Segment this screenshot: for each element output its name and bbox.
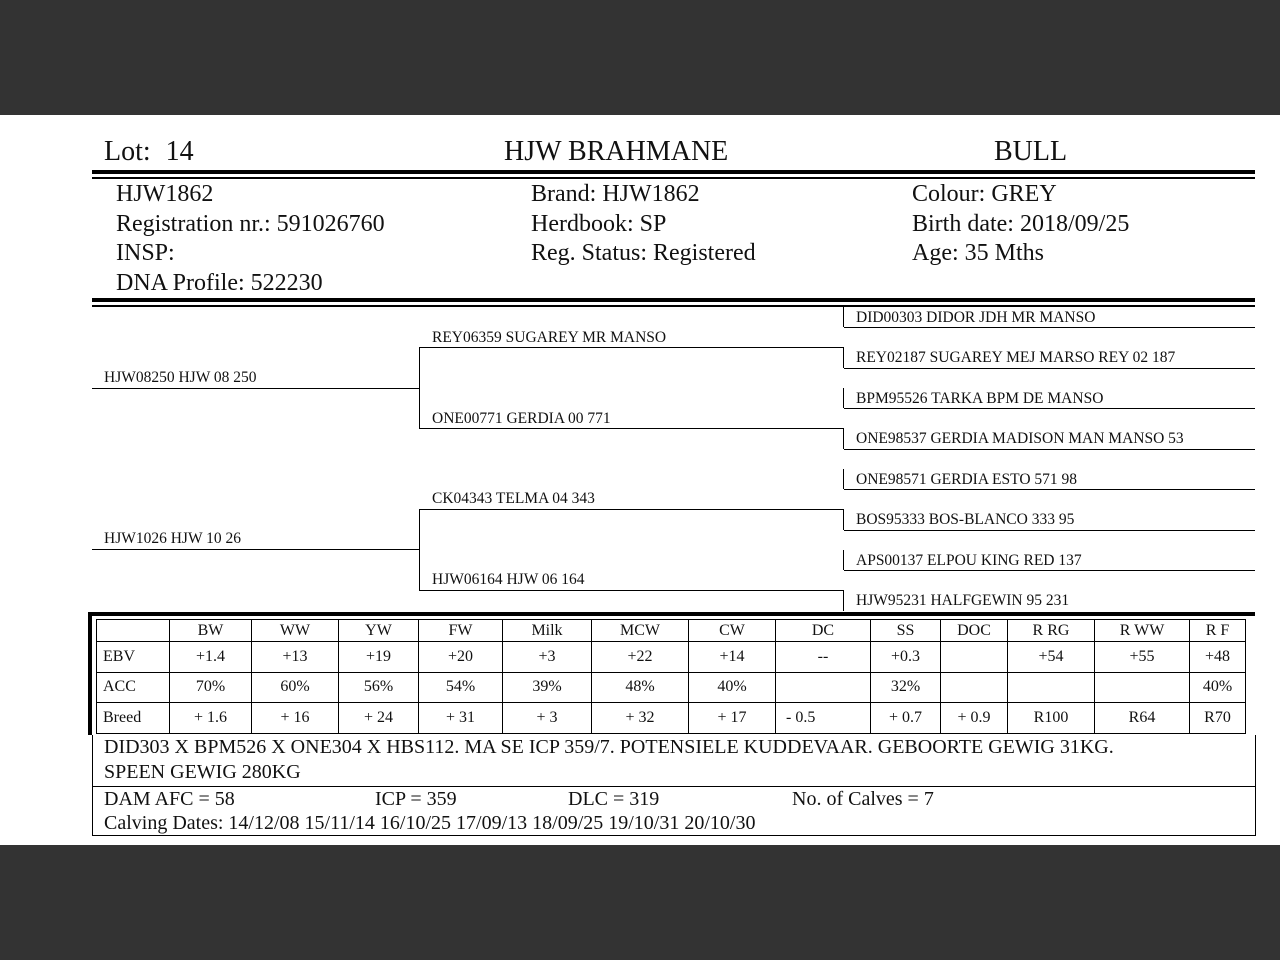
pedigree-dss: ONE98571 GERDIA ESTO 571 98	[856, 471, 1078, 488]
ebv-cell: - 0.5	[776, 703, 871, 734]
ebv-cell: + 31	[419, 703, 503, 734]
sd-line	[420, 428, 844, 429]
ebv-cell	[1008, 672, 1095, 703]
colour: Colour: GREY	[912, 181, 1057, 207]
ebv-cell	[941, 642, 1008, 673]
ebv-table	[96, 619, 1246, 734]
ebv-cell: 70%	[170, 672, 252, 703]
g3-bracket-4a	[843, 550, 844, 570]
sdd-line	[844, 449, 1255, 450]
brand: Brand: HJW1862	[531, 181, 700, 207]
g3-bracket-3a	[843, 469, 844, 489]
breeder-name: HJW BRAHMANE	[504, 136, 729, 167]
sds-line	[844, 408, 1255, 409]
ebv-row-label: Breed	[97, 703, 170, 734]
ebv-cell: 48%	[592, 672, 689, 703]
catalogue-sheet	[0, 115, 1280, 845]
dam-line	[92, 549, 420, 550]
animal-info-right	[912, 180, 1129, 269]
ebv-header-cell: YW	[339, 620, 419, 642]
dd-line	[420, 590, 844, 591]
ebv-header-cell: CW	[689, 620, 776, 642]
ebv-cell: + 0.9	[941, 703, 1008, 734]
ebv-cell: R64	[1095, 703, 1190, 734]
pedigree-dds: APS00137 ELPOU KING RED 137	[856, 552, 1082, 569]
lot-label	[104, 136, 194, 168]
notes-text	[104, 735, 1114, 784]
pedigree-sire: HJW08250 HJW 08 250	[104, 369, 257, 386]
info-rule-thin	[92, 305, 1255, 307]
ebv-row-label: EBV	[97, 642, 170, 673]
pedigree-dam: HJW1026 HJW 10 26	[104, 530, 242, 547]
pedigree-sss: DID00303 DIDOR JDH MR MANSO	[856, 309, 1096, 326]
pedigree-dam-dam: HJW06164 HJW 06 164	[432, 571, 585, 588]
pedigree-sdd: ONE98537 GERDIA MADISON MAN MANSO 53	[856, 430, 1184, 447]
notes-divider	[92, 786, 1256, 787]
ebv-header-cell: R WW	[1095, 620, 1190, 642]
ebv-cell: 39%	[503, 672, 592, 703]
ebv-cell: +55	[1095, 642, 1190, 673]
age: Age: 35 Mths	[912, 240, 1044, 266]
sss-line	[844, 327, 1255, 328]
ebv-cell: +19	[339, 642, 419, 673]
ebv-cell	[1095, 672, 1190, 703]
sheet-bottom-rule	[92, 835, 1256, 836]
ebv-cell: +3	[503, 642, 592, 673]
ebv-header-cell: DOC	[941, 620, 1008, 642]
ebv-cell: + 0.7	[871, 703, 941, 734]
dam-icp: ICP = 359	[375, 788, 457, 810]
birth-date: Birth date: 2018/09/25	[912, 210, 1130, 237]
lot-number: 14	[165, 136, 194, 167]
insp-label: INSP:	[116, 240, 175, 266]
ebv-header-row	[97, 620, 1246, 642]
ebv-cell: + 32	[592, 703, 689, 734]
ebv-cell: +48	[1190, 642, 1246, 673]
ebv-cell: + 1.6	[170, 703, 252, 734]
pedigree-sds: BPM95526 TARKA BPM DE MANSO	[856, 390, 1104, 407]
herdbook: Herdbook: SP	[531, 210, 667, 237]
ebv-cell: --	[776, 642, 871, 673]
ebv-cell	[941, 672, 1008, 703]
ebv-cell: + 24	[339, 703, 419, 734]
dam-calves: No. of Calves = 7	[792, 788, 934, 810]
animal-info-left	[116, 180, 385, 298]
dam-afc: DAM AFC = 58	[104, 788, 235, 810]
calving-dates: Calving Dates: 14/12/08 15/11/14 16/10/25 17/09/13 18/09/25 19/10/31 20/10/30	[104, 812, 756, 834]
g3-bracket-4b	[843, 591, 844, 611]
ebv-cell: + 17	[689, 703, 776, 734]
ebv-header-cell: MCW	[592, 620, 689, 642]
pedigree-ddd: HJW95231 HALFGEWIN 95 231	[856, 592, 1070, 609]
pedigree-sire-sire: REY06359 SUGAREY MR MANSO	[432, 329, 667, 346]
ssd-line	[844, 368, 1255, 369]
ebv-cell: +13	[252, 642, 339, 673]
g3-bracket-1b	[843, 348, 844, 368]
dds-line	[844, 570, 1255, 571]
g3-bracket-3b	[843, 510, 844, 530]
ebv-table-body	[97, 620, 1246, 734]
ebv-cell: +14	[689, 642, 776, 673]
dsd-line	[844, 530, 1255, 531]
animal-id: HJW1862	[116, 181, 214, 207]
ebv-cell: + 16	[252, 703, 339, 734]
ebv-header-cell: SS	[871, 620, 941, 642]
animal-info-middle	[531, 180, 756, 269]
ebv-header-cell	[97, 620, 170, 642]
ebv-row-label: ACC	[97, 672, 170, 703]
pedigree-sire-dam: ONE00771 GERDIA 00 771	[432, 410, 611, 427]
pedigree-ssd: REY02187 SUGAREY MEJ MARSO REY 02 187	[856, 349, 1176, 366]
ebv-cell: 54%	[419, 672, 503, 703]
ebv-cell: +0.3	[871, 642, 941, 673]
dss-line	[844, 489, 1255, 490]
ebv-cell: 40%	[689, 672, 776, 703]
ebv-cell: 32%	[871, 672, 941, 703]
ebv-header-cell: R F	[1190, 620, 1246, 642]
g3-bracket-2a	[843, 388, 844, 408]
ebv-cell: R70	[1190, 703, 1246, 734]
sire-line	[92, 388, 420, 389]
notes-line-2: SPEEN GEWIG 280KG	[104, 760, 301, 783]
ebv-top-rule	[88, 612, 1255, 616]
dna-profile: DNA Profile: 522230	[116, 269, 323, 296]
ebv-cell: +22	[592, 642, 689, 673]
ebv-cell: 40%	[1190, 672, 1246, 703]
info-rule-thick	[92, 298, 1255, 302]
g3-bracket-2b	[843, 429, 844, 449]
ebv-header-cell: FW	[419, 620, 503, 642]
ebv-cell: R100	[1008, 703, 1095, 734]
ss-line	[420, 347, 844, 348]
ebv-row	[97, 642, 1246, 673]
ebv-header-cell: DC	[776, 620, 871, 642]
ebv-left-rule	[88, 612, 92, 735]
g3-bracket-1a	[843, 307, 844, 327]
ebv-cell	[776, 672, 871, 703]
sire-bracket	[419, 347, 420, 429]
registration-number: Registration nr.: 591026760	[116, 210, 385, 237]
ebv-header-cell: R RG	[1008, 620, 1095, 642]
ebv-cell: +1.4	[170, 642, 252, 673]
pedigree-dam-sire: CK04343 TELMA 04 343	[432, 490, 595, 507]
ebv-header-cell: WW	[252, 620, 339, 642]
ebv-cell: 56%	[339, 672, 419, 703]
ebv-header-cell: Milk	[503, 620, 592, 642]
ebv-cell: + 3	[503, 703, 592, 734]
ebv-header-cell: BW	[170, 620, 252, 642]
ebv-row	[97, 672, 1246, 703]
ebv-cell: 60%	[252, 672, 339, 703]
header-rule-thick	[92, 170, 1255, 174]
animal-sex: BULL	[994, 136, 1068, 167]
notes-line-1: DID303 X BPM526 X ONE304 X HBS112. MA SE ICP 359/7. POTENSIELE KUDDEVAAR. GEBOORTE GEWIG 31KG.	[104, 736, 1114, 758]
ds-line	[420, 509, 844, 510]
pedigree-dsd: BOS95333 BOS-BLANCO 333 95	[856, 511, 1075, 528]
lot-label-text: Lot:	[104, 136, 151, 167]
ebv-cell: +20	[419, 642, 503, 673]
dam-dlc: DLC = 319	[568, 788, 660, 810]
dam-bracket	[419, 509, 420, 591]
ebv-row	[97, 703, 1246, 734]
ebv-cell: +54	[1008, 642, 1095, 673]
header-rule-thin	[92, 177, 1255, 179]
reg-status: Reg. Status: Registered	[531, 240, 756, 266]
